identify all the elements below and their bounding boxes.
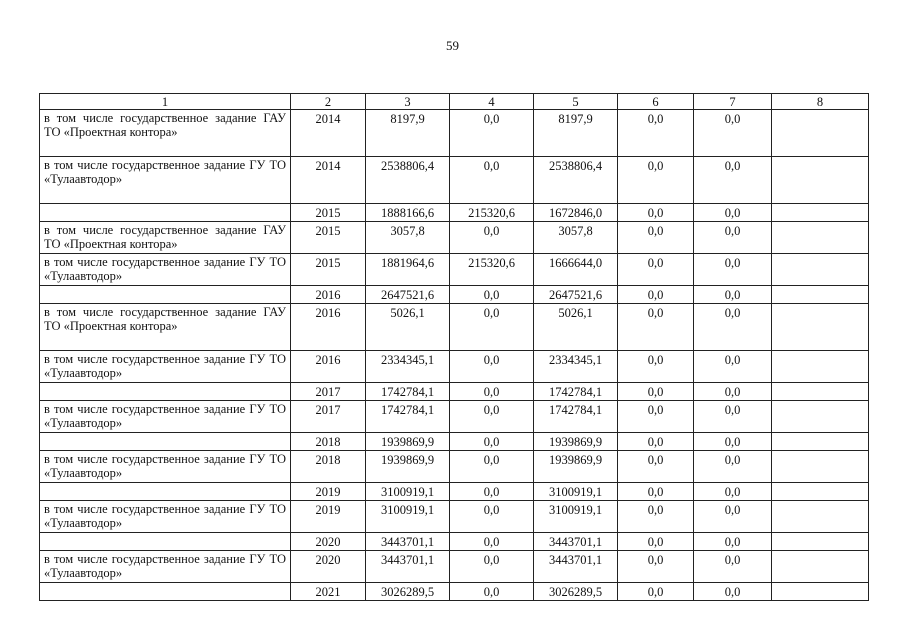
cell-col-8 [772, 304, 869, 351]
cell-col-3: 1939869,9 [366, 433, 450, 451]
table-row [40, 222, 869, 254]
row-year: 2020 [291, 551, 366, 583]
cell-col-4: 0,0 [450, 351, 534, 383]
cell-col-3: 1742784,1 [366, 383, 450, 401]
cell-col-5: 1939869,9 [534, 433, 618, 451]
row-year: 2016 [291, 286, 366, 304]
cell-col-7: 0,0 [694, 533, 772, 551]
cell-col-8 [772, 451, 869, 483]
cell-col-7: 0,0 [694, 286, 772, 304]
cell-col-8 [772, 383, 869, 401]
row-description [40, 433, 291, 451]
table-row [40, 583, 869, 601]
table-row [40, 110, 869, 157]
cell-col-6: 0,0 [618, 204, 694, 222]
cell-col-7: 0,0 [694, 254, 772, 286]
cell-col-8 [772, 110, 869, 157]
cell-col-5: 1672846,0 [534, 204, 618, 222]
cell-col-6: 0,0 [618, 501, 694, 533]
cell-col-6: 0,0 [618, 254, 694, 286]
header-col-6: 6 [618, 94, 694, 110]
cell-col-5: 3100919,1 [534, 501, 618, 533]
row-description: в том числе государственное задание ГУ ТО «Тулаавтодор» [40, 451, 291, 483]
table-row [40, 401, 869, 433]
cell-col-4: 215320,6 [450, 254, 534, 286]
row-year: 2015 [291, 204, 366, 222]
header-col-1: 1 [40, 94, 291, 110]
cell-col-4: 0,0 [450, 401, 534, 433]
table-row [40, 501, 869, 533]
table-row [40, 204, 869, 222]
cell-col-5: 1939869,9 [534, 451, 618, 483]
cell-col-4: 0,0 [450, 157, 534, 204]
row-description: в том числе государственное задание ГУ ТО «Тулаавтодор» [40, 501, 291, 533]
cell-col-6: 0,0 [618, 433, 694, 451]
cell-col-5: 1666644,0 [534, 254, 618, 286]
cell-col-6: 0,0 [618, 286, 694, 304]
cell-col-3: 5026,1 [366, 304, 450, 351]
cell-col-6: 0,0 [618, 401, 694, 433]
cell-col-3: 1881964,6 [366, 254, 450, 286]
cell-col-6: 0,0 [618, 383, 694, 401]
cell-col-7: 0,0 [694, 157, 772, 204]
cell-col-3: 1742784,1 [366, 401, 450, 433]
cell-col-8 [772, 551, 869, 583]
table-row [40, 383, 869, 401]
table-row [40, 533, 869, 551]
table-row [40, 304, 869, 351]
cell-col-7: 0,0 [694, 433, 772, 451]
cell-col-7: 0,0 [694, 483, 772, 501]
cell-col-4: 0,0 [450, 483, 534, 501]
row-description: в том числе государственное задание ГУ ТО «Тулаавтодор» [40, 351, 291, 383]
cell-col-3: 2538806,4 [366, 157, 450, 204]
page-number: 59 [446, 38, 459, 53]
table-row [40, 254, 869, 286]
table-row [40, 433, 869, 451]
cell-col-6: 0,0 [618, 551, 694, 583]
cell-col-3: 3100919,1 [366, 483, 450, 501]
cell-col-4: 0,0 [450, 533, 534, 551]
cell-col-4: 0,0 [450, 222, 534, 254]
row-year: 2018 [291, 433, 366, 451]
cell-col-8 [772, 286, 869, 304]
row-year: 2019 [291, 483, 366, 501]
cell-col-8 [772, 401, 869, 433]
cell-col-5: 3443701,1 [534, 533, 618, 551]
cell-col-6: 0,0 [618, 451, 694, 483]
cell-col-5: 3026289,5 [534, 583, 618, 601]
cell-col-5: 1742784,1 [534, 383, 618, 401]
cell-col-5: 5026,1 [534, 304, 618, 351]
cell-col-3: 3443701,1 [366, 551, 450, 583]
cell-col-5: 2538806,4 [534, 157, 618, 204]
cell-col-6: 0,0 [618, 222, 694, 254]
cell-col-8 [772, 222, 869, 254]
row-description: в том числе государственное задание ГАУ ТО «Проектная контора» [40, 110, 291, 157]
cell-col-3: 2647521,6 [366, 286, 450, 304]
budget-table [39, 93, 869, 601]
cell-col-4: 0,0 [450, 551, 534, 583]
cell-col-3: 1939869,9 [366, 451, 450, 483]
header-col-8: 8 [772, 94, 869, 110]
cell-col-6: 0,0 [618, 110, 694, 157]
cell-col-8 [772, 157, 869, 204]
row-description [40, 204, 291, 222]
cell-col-7: 0,0 [694, 501, 772, 533]
cell-col-4: 0,0 [450, 451, 534, 483]
cell-col-7: 0,0 [694, 383, 772, 401]
cell-col-5: 3443701,1 [534, 551, 618, 583]
cell-col-4: 0,0 [450, 304, 534, 351]
table-row [40, 451, 869, 483]
row-description [40, 533, 291, 551]
cell-col-8 [772, 351, 869, 383]
row-year: 2017 [291, 383, 366, 401]
cell-col-3: 2334345,1 [366, 351, 450, 383]
cell-col-3: 8197,9 [366, 110, 450, 157]
cell-col-6: 0,0 [618, 157, 694, 204]
header-col-5: 5 [534, 94, 618, 110]
cell-col-4: 0,0 [450, 583, 534, 601]
cell-col-5: 1742784,1 [534, 401, 618, 433]
cell-col-7: 0,0 [694, 351, 772, 383]
cell-col-6: 0,0 [618, 304, 694, 351]
cell-col-7: 0,0 [694, 222, 772, 254]
cell-col-4: 0,0 [450, 383, 534, 401]
cell-col-8 [772, 501, 869, 533]
cell-col-7: 0,0 [694, 451, 772, 483]
row-description [40, 383, 291, 401]
cell-col-5: 2334345,1 [534, 351, 618, 383]
cell-col-6: 0,0 [618, 533, 694, 551]
cell-col-8 [772, 254, 869, 286]
row-year: 2015 [291, 254, 366, 286]
cell-col-8 [772, 483, 869, 501]
cell-col-3: 1888166,6 [366, 204, 450, 222]
row-year: 2015 [291, 222, 366, 254]
row-description [40, 483, 291, 501]
header-col-2: 2 [291, 94, 366, 110]
row-description: в том числе государственное задание ГУ ТО «Тулаавтодор» [40, 157, 291, 204]
cell-col-3: 3443701,1 [366, 533, 450, 551]
cell-col-6: 0,0 [618, 483, 694, 501]
row-description: в том числе государственное задание ГАУ ТО «Проектная контора» [40, 222, 291, 254]
row-year: 2017 [291, 401, 366, 433]
row-description: в том числе государственное задание ГУ ТО «Тулаавтодор» [40, 551, 291, 583]
row-year: 2020 [291, 533, 366, 551]
cell-col-7: 0,0 [694, 551, 772, 583]
row-description [40, 583, 291, 601]
cell-col-7: 0,0 [694, 401, 772, 433]
header-col-7: 7 [694, 94, 772, 110]
row-year: 2014 [291, 110, 366, 157]
cell-col-7: 0,0 [694, 583, 772, 601]
row-year: 2014 [291, 157, 366, 204]
cell-col-6: 0,0 [618, 583, 694, 601]
row-description: в том числе государственное задание ГУ ТО «Тулаавтодор» [40, 401, 291, 433]
cell-col-4: 0,0 [450, 110, 534, 157]
cell-col-3: 3100919,1 [366, 501, 450, 533]
cell-col-4: 0,0 [450, 501, 534, 533]
row-description [40, 286, 291, 304]
cell-col-5: 3057,8 [534, 222, 618, 254]
row-year: 2019 [291, 501, 366, 533]
table-row [40, 551, 869, 583]
cell-col-8 [772, 583, 869, 601]
cell-col-4: 215320,6 [450, 204, 534, 222]
cell-col-7: 0,0 [694, 204, 772, 222]
cell-col-7: 0,0 [694, 110, 772, 157]
cell-col-5: 8197,9 [534, 110, 618, 157]
cell-col-4: 0,0 [450, 286, 534, 304]
row-year: 2021 [291, 583, 366, 601]
row-description: в том числе государственное задание ГУ ТО «Тулаавтодор» [40, 254, 291, 286]
header-col-4: 4 [450, 94, 534, 110]
row-year: 2016 [291, 304, 366, 351]
table-row [40, 483, 869, 501]
cell-col-3: 3057,8 [366, 222, 450, 254]
cell-col-8 [772, 204, 869, 222]
cell-col-7: 0,0 [694, 304, 772, 351]
table-row [40, 157, 869, 204]
cell-col-8 [772, 533, 869, 551]
cell-col-6: 0,0 [618, 351, 694, 383]
cell-col-3: 3026289,5 [366, 583, 450, 601]
header-row [40, 94, 869, 110]
cell-col-5: 3100919,1 [534, 483, 618, 501]
table-row [40, 286, 869, 304]
cell-col-4: 0,0 [450, 433, 534, 451]
row-description: в том числе государственное задание ГАУ ТО «Проектная контора» [40, 304, 291, 351]
table-row [40, 351, 869, 383]
cell-col-8 [772, 433, 869, 451]
row-year: 2018 [291, 451, 366, 483]
cell-col-5: 2647521,6 [534, 286, 618, 304]
header-col-3: 3 [366, 94, 450, 110]
row-year: 2016 [291, 351, 366, 383]
